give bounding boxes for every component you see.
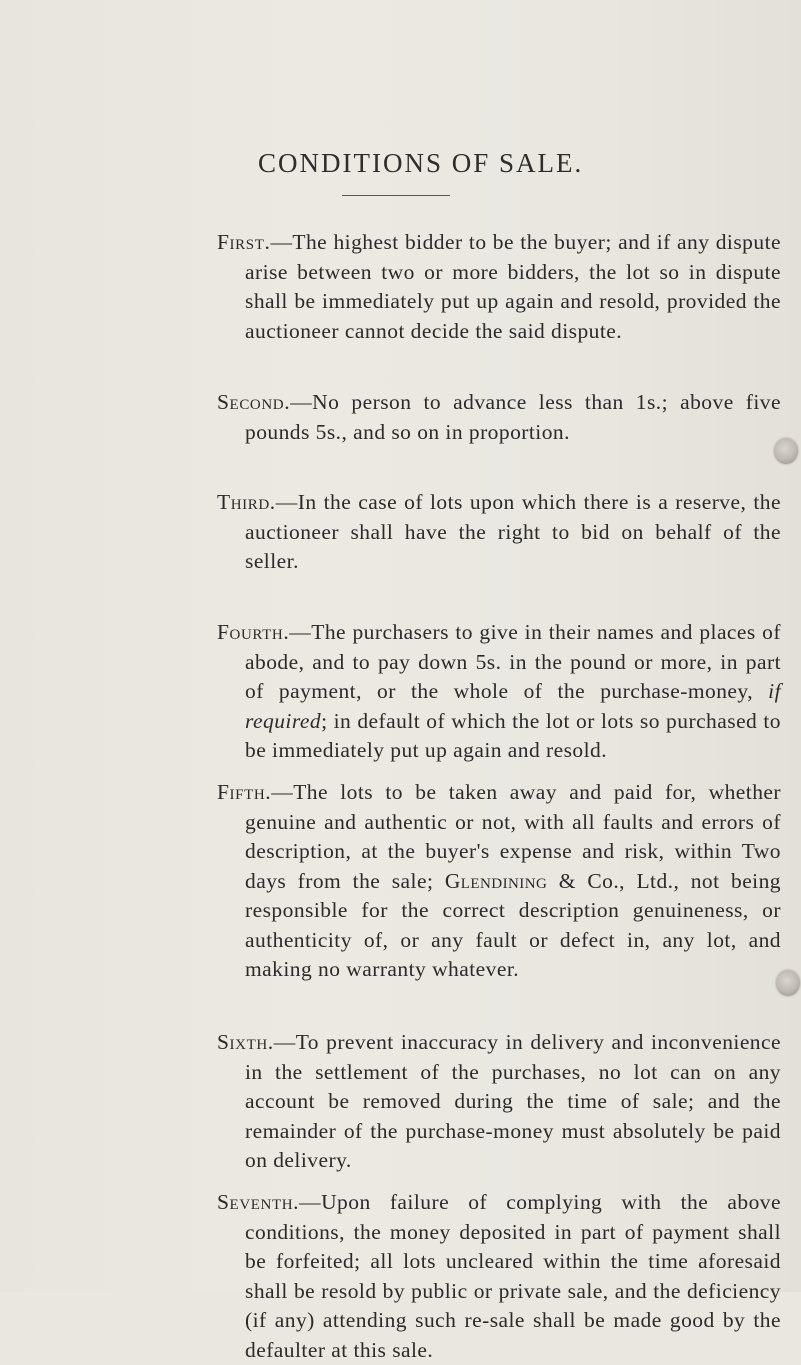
punch-hole-icon	[774, 438, 798, 464]
company-name: Glendining	[444, 868, 548, 893]
clause-text	[0, 228, 781, 346]
clause-lead: Third.	[217, 490, 276, 514]
clause-seventh	[0, 1188, 801, 1365]
clause-fifth	[0, 778, 801, 985]
clause-body: —The highest bidder to be the buyer; and if any dispute arise between two or more bidders, the lot so in dispute shall be immediately put up again and resold, provided the auctioneer cannot decide the said dispute.	[245, 230, 781, 343]
clause-lead: Sixth.	[217, 1030, 274, 1054]
clause-text	[0, 1188, 781, 1365]
punch-hole-icon	[776, 970, 800, 996]
clause-fourth	[0, 618, 801, 766]
clause-text	[0, 1028, 781, 1176]
clause-lead: Fourth.	[217, 620, 290, 644]
clause-body: & Co., Ltd., not being responsible for the correct description genuineness, or authenticity of, or any fault or defect in, any lot, and making no warranty whatever.	[245, 868, 782, 981]
clause-sixth	[0, 1028, 801, 1176]
clause-body: —Upon failure of complying with the above conditions, the money deposited in part of payment shall be forfeited; all lots uncleared within the time aforesaid shall be resold by public or private sale, and the deficiency (if any) attending such re-sale shall be made good by the defaulter at this sale.	[245, 1190, 781, 1362]
clause-body: —The lots to be taken away and paid for, whether genuine and authentic or not, with all faults and errors of description, at the buyer's expense and risk, within Two days from the sale;	[245, 780, 781, 893]
clause-body: —In the case of lots upon which there is a reserve, the auctioneer shall have the right to bid on behalf of the seller.	[245, 490, 781, 573]
clause-body: —No person to advance less than 1s.; above five pounds 5s., and so on in proportion.	[245, 390, 781, 444]
clause-body: —The purchasers to give in their names and places of abode, and to pay down 5s. in the pound or more, in part of payment, or the whole of the purchase-money,	[245, 620, 781, 703]
clause-lead: Fifth.	[217, 780, 272, 804]
clause-text	[0, 778, 781, 985]
clause-lead: Seventh.	[217, 1190, 300, 1214]
title-underline	[342, 195, 450, 196]
clause-lead: Second.	[217, 390, 291, 414]
clause-body: ; in default of which the lot or lots so purchased to be immediately put up again and resold.	[245, 708, 781, 762]
clause-first	[0, 228, 801, 346]
clause-text	[0, 618, 781, 766]
clause-italic: if required	[245, 679, 781, 733]
clause-lead: First.	[217, 230, 271, 254]
clause-text	[0, 488, 781, 577]
clause-third	[0, 488, 801, 577]
clause-text	[0, 388, 781, 447]
clause-body: —To prevent inaccuracy in delivery and inconvenience in the settlement of the purchases, no lot can on any account be removed during the time of sale; and the remainder of the purchase-money must absolutely be paid on delivery.	[245, 1030, 781, 1172]
page-title: CONDITIONS OF SALE.	[258, 148, 584, 178]
clause-second	[0, 388, 801, 447]
